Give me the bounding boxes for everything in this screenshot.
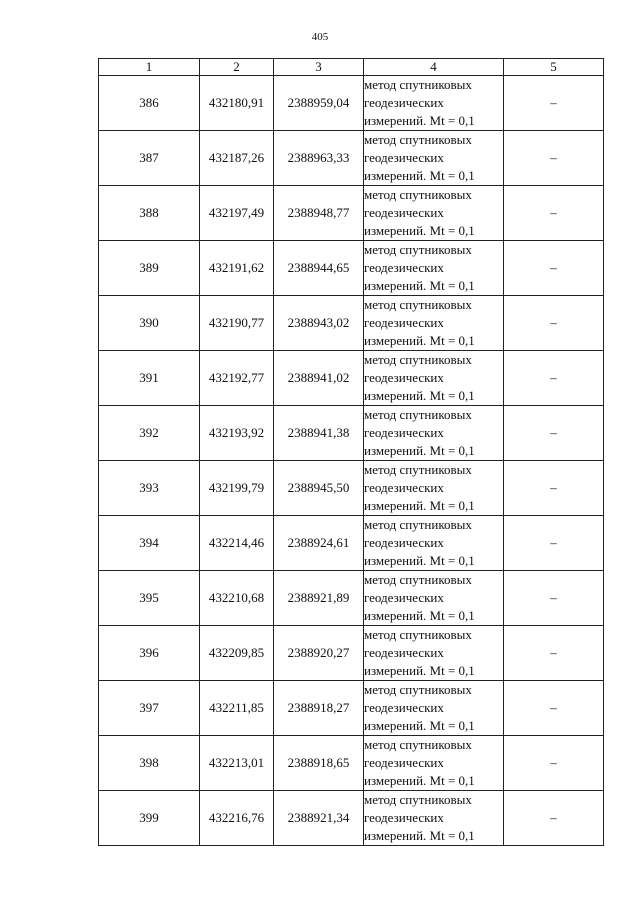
method-text-line: измерений. Mt = 0,1 xyxy=(364,223,475,238)
method-text-line: измерений. Mt = 0,1 xyxy=(364,168,475,183)
point-number-cell: 397 xyxy=(99,681,200,736)
method-text-line: метод спутниковых xyxy=(364,242,472,257)
method-text-line: геодезических xyxy=(364,700,444,715)
method-text-line: метод спутниковых xyxy=(364,407,472,422)
y-coordinate-cell: 2388959,04 xyxy=(274,76,364,131)
x-coordinate-cell: 432187,26 xyxy=(200,131,274,186)
x-coordinate-cell: 432199,79 xyxy=(200,461,274,516)
note-cell: – xyxy=(504,571,604,626)
note-cell: – xyxy=(504,131,604,186)
table-header-row xyxy=(99,59,604,76)
table-body xyxy=(99,76,604,846)
method-text-line: метод спутниковых xyxy=(364,682,472,697)
x-coordinate-cell: 432197,49 xyxy=(200,186,274,241)
method-text-line: геодезических xyxy=(364,535,444,550)
x-coordinate-cell: 432190,77 xyxy=(200,296,274,351)
table-row xyxy=(99,681,604,736)
note-cell: – xyxy=(504,791,604,846)
point-number-cell: 391 xyxy=(99,351,200,406)
method-text-line: метод спутниковых xyxy=(364,352,472,367)
method-text-line: измерений. Mt = 0,1 xyxy=(364,553,475,568)
x-coordinate-cell: 432210,68 xyxy=(200,571,274,626)
point-number-cell: 399 xyxy=(99,791,200,846)
column-header-1: 1 xyxy=(99,59,200,76)
y-coordinate-cell: 2388921,34 xyxy=(274,791,364,846)
method-cell xyxy=(364,571,504,626)
y-coordinate-cell: 2388918,65 xyxy=(274,736,364,791)
method-text-line: метод спутниковых xyxy=(364,132,472,147)
note-cell: – xyxy=(504,351,604,406)
y-coordinate-cell: 2388948,77 xyxy=(274,186,364,241)
y-coordinate-cell: 2388924,61 xyxy=(274,516,364,571)
note-cell: – xyxy=(504,76,604,131)
method-cell xyxy=(364,131,504,186)
method-text-line: измерений. Mt = 0,1 xyxy=(364,828,475,843)
table-row xyxy=(99,571,604,626)
y-coordinate-cell: 2388920,27 xyxy=(274,626,364,681)
coordinates-table xyxy=(98,58,604,846)
method-text-line: геодезических xyxy=(364,260,444,275)
point-number-cell: 392 xyxy=(99,406,200,461)
method-cell xyxy=(364,681,504,736)
x-coordinate-cell: 432192,77 xyxy=(200,351,274,406)
method-text-line: геодезических xyxy=(364,755,444,770)
table-row xyxy=(99,461,604,516)
point-number-cell: 395 xyxy=(99,571,200,626)
y-coordinate-cell: 2388921,89 xyxy=(274,571,364,626)
column-header-2: 2 xyxy=(200,59,274,76)
method-text-line: геодезических xyxy=(364,370,444,385)
note-cell: – xyxy=(504,406,604,461)
method-text-line: метод спутниковых xyxy=(364,517,472,532)
method-text-line: метод спутниковых xyxy=(364,187,472,202)
method-cell xyxy=(364,351,504,406)
method-cell xyxy=(364,626,504,681)
method-text-line: геодезических xyxy=(364,150,444,165)
method-cell xyxy=(364,736,504,791)
note-cell: – xyxy=(504,186,604,241)
method-text-line: геодезических xyxy=(364,810,444,825)
point-number-cell: 394 xyxy=(99,516,200,571)
method-text-line: геодезических xyxy=(364,645,444,660)
method-cell xyxy=(364,296,504,351)
x-coordinate-cell: 432211,85 xyxy=(200,681,274,736)
point-number-cell: 393 xyxy=(99,461,200,516)
point-number-cell: 396 xyxy=(99,626,200,681)
x-coordinate-cell: 432216,76 xyxy=(200,791,274,846)
method-text-line: метод спутниковых xyxy=(364,737,472,752)
method-text-line: геодезических xyxy=(364,95,444,110)
method-cell xyxy=(364,516,504,571)
method-text-line: геодезических xyxy=(364,205,444,220)
method-text-line: измерений. Mt = 0,1 xyxy=(364,498,475,513)
table-row xyxy=(99,516,604,571)
table-row xyxy=(99,626,604,681)
point-number-cell: 387 xyxy=(99,131,200,186)
table-row xyxy=(99,351,604,406)
point-number-cell: 398 xyxy=(99,736,200,791)
method-text-line: метод спутниковых xyxy=(364,792,472,807)
method-text-line: геодезических xyxy=(364,590,444,605)
table-row xyxy=(99,76,604,131)
table-row xyxy=(99,241,604,296)
method-text-line: измерений. Mt = 0,1 xyxy=(364,278,475,293)
page-number: 405 xyxy=(311,31,329,43)
method-text-line: геодезических xyxy=(364,480,444,495)
note-cell: – xyxy=(504,681,604,736)
table-row xyxy=(99,406,604,461)
method-cell xyxy=(364,241,504,296)
point-number-cell: 390 xyxy=(99,296,200,351)
method-text-line: метод спутниковых xyxy=(364,77,472,92)
point-number-cell: 388 xyxy=(99,186,200,241)
method-text-line: измерений. Mt = 0,1 xyxy=(364,608,475,623)
column-header-5: 5 xyxy=(504,59,604,76)
method-text-line: геодезических xyxy=(364,425,444,440)
table-row xyxy=(99,131,604,186)
method-text-line: измерений. Mt = 0,1 xyxy=(364,113,475,128)
note-cell: – xyxy=(504,626,604,681)
method-cell xyxy=(364,406,504,461)
y-coordinate-cell: 2388941,38 xyxy=(274,406,364,461)
method-text-line: измерений. Mt = 0,1 xyxy=(364,443,475,458)
y-coordinate-cell: 2388918,27 xyxy=(274,681,364,736)
column-header-4: 4 xyxy=(364,59,504,76)
method-text-line: измерений. Mt = 0,1 xyxy=(364,388,475,403)
method-text-line: геодезических xyxy=(364,315,444,330)
note-cell: – xyxy=(504,516,604,571)
note-cell: – xyxy=(504,241,604,296)
x-coordinate-cell: 432209,85 xyxy=(200,626,274,681)
y-coordinate-cell: 2388945,50 xyxy=(274,461,364,516)
column-header-3: 3 xyxy=(274,59,364,76)
table-row xyxy=(99,791,604,846)
y-coordinate-cell: 2388963,33 xyxy=(274,131,364,186)
x-coordinate-cell: 432193,92 xyxy=(200,406,274,461)
note-cell: – xyxy=(504,296,604,351)
table-row xyxy=(99,186,604,241)
table-row xyxy=(99,736,604,791)
y-coordinate-cell: 2388943,02 xyxy=(274,296,364,351)
y-coordinate-cell: 2388944,65 xyxy=(274,241,364,296)
method-cell xyxy=(364,791,504,846)
point-number-cell: 386 xyxy=(99,76,200,131)
x-coordinate-cell: 432213,01 xyxy=(200,736,274,791)
method-text-line: метод спутниковых xyxy=(364,297,472,312)
point-number-cell: 389 xyxy=(99,241,200,296)
method-cell xyxy=(364,76,504,131)
method-text-line: метод спутниковых xyxy=(364,572,472,587)
method-cell xyxy=(364,461,504,516)
method-text-line: измерений. Mt = 0,1 xyxy=(364,663,475,678)
method-text-line: измерений. Mt = 0,1 xyxy=(364,718,475,733)
note-cell: – xyxy=(504,461,604,516)
x-coordinate-cell: 432214,46 xyxy=(200,516,274,571)
method-text-line: метод спутниковых xyxy=(364,462,472,477)
note-cell: – xyxy=(504,736,604,791)
method-text-line: метод спутниковых xyxy=(364,627,472,642)
x-coordinate-cell: 432180,91 xyxy=(200,76,274,131)
method-cell xyxy=(364,186,504,241)
method-text-line: измерений. Mt = 0,1 xyxy=(364,333,475,348)
y-coordinate-cell: 2388941,02 xyxy=(274,351,364,406)
x-coordinate-cell: 432191,62 xyxy=(200,241,274,296)
table-row xyxy=(99,296,604,351)
method-text-line: измерений. Mt = 0,1 xyxy=(364,773,475,788)
